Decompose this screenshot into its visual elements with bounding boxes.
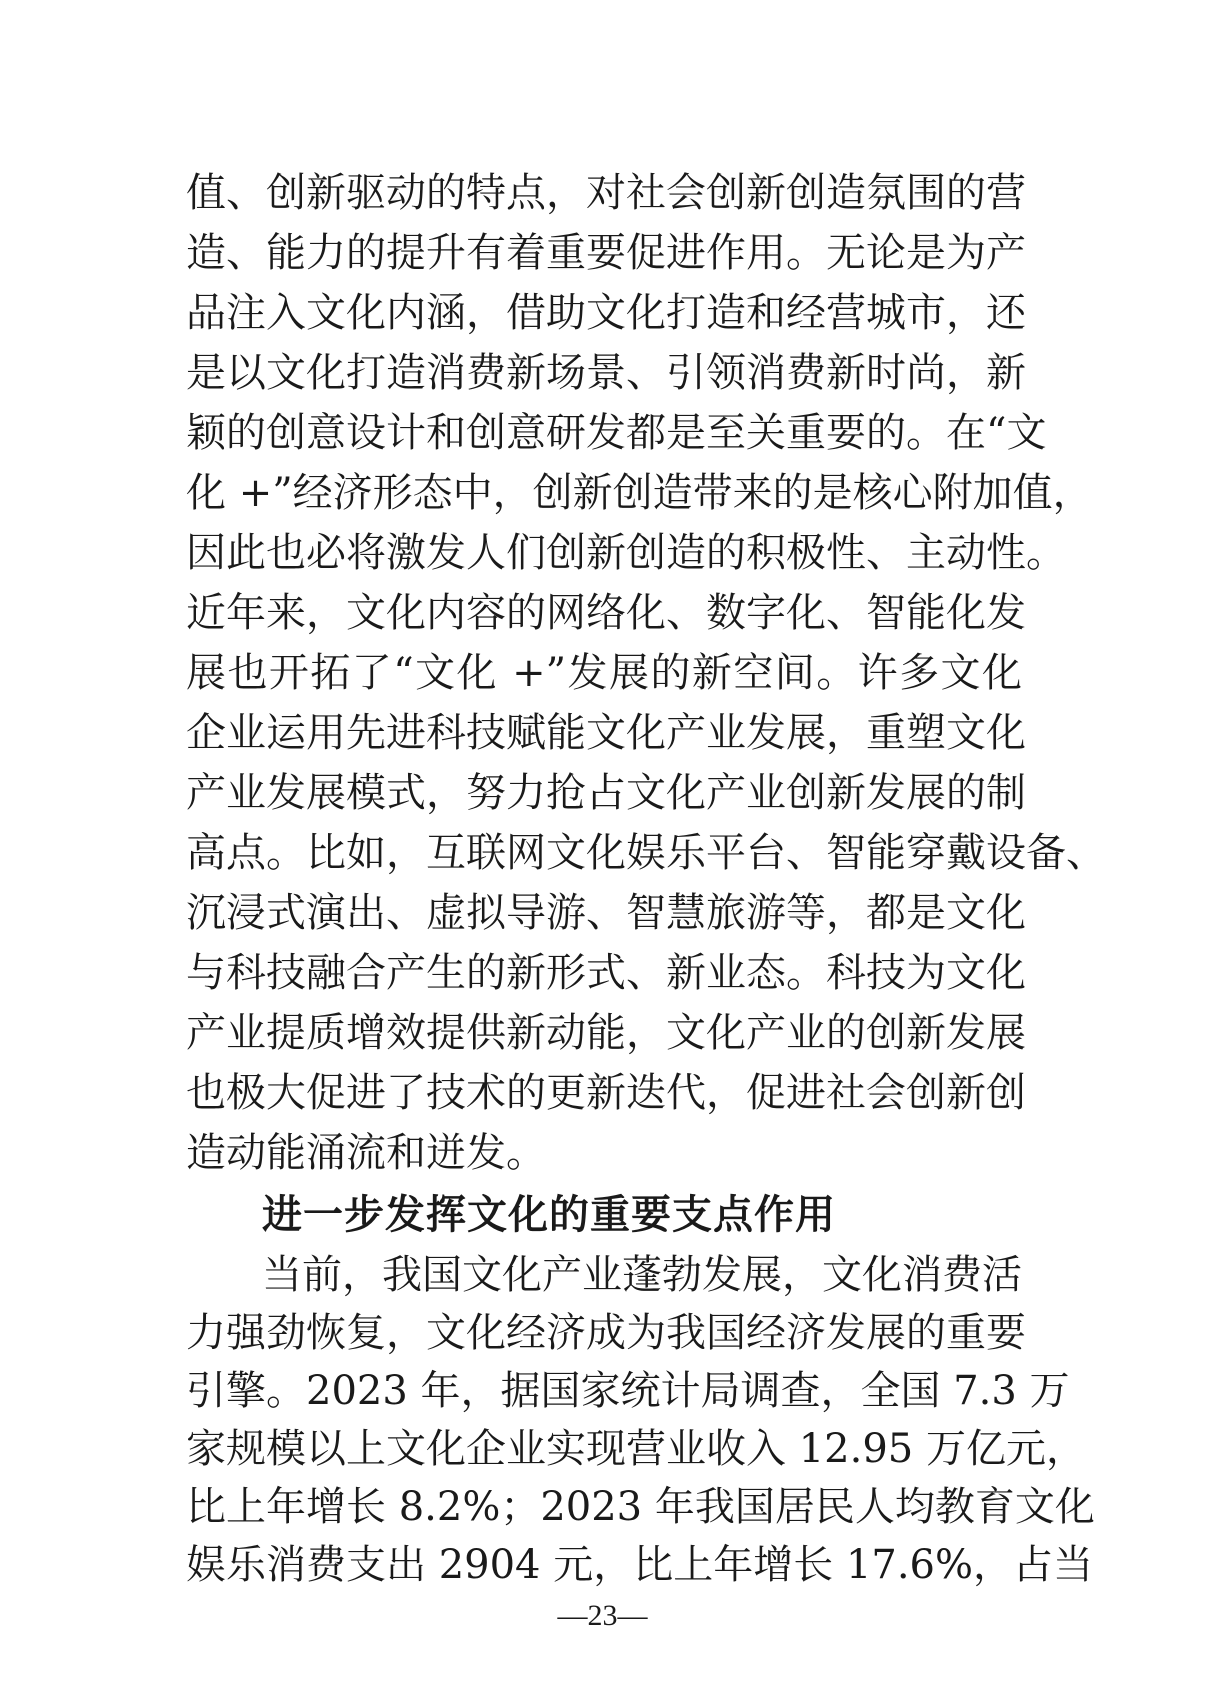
text-line: 沉浸式演出、虚拟导游、智慧旅游等，都是文化 [186, 890, 1026, 936]
text-line: 娱乐消费支出 2904 元，比上年增长 17.6%，占当 [186, 1542, 1094, 1588]
text-line: 也极大促进了技术的更新迭代，促进社会创新创 [186, 1070, 1026, 1116]
text-line: 高点。比如，互联网文化娱乐平台、智能穿戴设备、 [186, 830, 1106, 876]
text-line: 引擎。2023 年，据国家统计局调查，全国 7.3 万 [186, 1368, 1070, 1414]
text-line: 造动能涌流和迸发。 [186, 1130, 546, 1176]
section-heading: 进一步发挥文化的重要支点作用 [262, 1192, 836, 1238]
text-line: 与科技融合产生的新形式、新业态。科技为文化 [186, 950, 1026, 996]
text-line: 家规模以上文化企业实现营业收入 12.95 万亿元， [186, 1426, 1086, 1472]
text-line: 颖的创意设计和创意研发都是至关重要的。在“文 [186, 410, 1047, 456]
text-line: 企业运用先进科技赋能文化产业发展，重塑文化 [186, 710, 1026, 756]
text-line: 展也开拓了“文化 +”发展的新空间。许多文化 [186, 650, 1022, 696]
text-line: 产业发展模式，努力抢占文化产业创新发展的制 [186, 770, 1026, 816]
text-line: 近年来，文化内容的网络化、数字化、智能化发 [186, 590, 1026, 636]
text-line: 是以文化打造消费新场景、引领消费新时尚，新 [186, 350, 1026, 396]
text-line: 化 +”经济形态中，创新创造带来的是核心附加值， [186, 470, 1093, 516]
page-number: —23— [557, 1599, 648, 1632]
text-line: 因此也必将激发人们创新创造的积极性、主动性。 [186, 530, 1066, 576]
text-line: 力强劲恢复，文化经济成为我国经济发展的重要 [186, 1310, 1026, 1356]
text-line: 产业提质增效提供新动能，文化产业的创新发展 [186, 1010, 1026, 1056]
text-line: 比上年增长 8.2%；2023 年我国居民人均教育文化 [186, 1484, 1095, 1530]
text-line: 当前，我国文化产业蓬勃发展，文化消费活 [262, 1252, 1022, 1298]
text-line: 造、能力的提升有着重要促进作用。无论是为产 [186, 230, 1026, 276]
text-line: 值、创新驱动的特点，对社会创新创造氛围的营 [186, 170, 1026, 216]
text-line: 品注入文化内涵，借助文化打造和经营城市，还 [186, 290, 1026, 336]
